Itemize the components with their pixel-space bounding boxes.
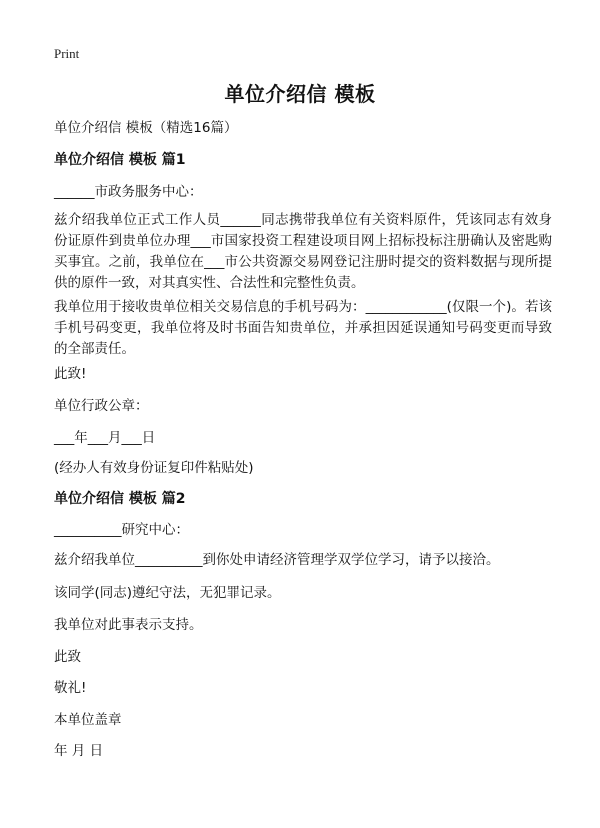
section1-paragraph-2: 我单位用于接收贵单位相关交易信息的手机号码为：____________(仅限一个)。若该手机号码变更，我单位将及时书面告知贵单位，并承担因延误通知号码变更而导致的全部责任。 (54, 299, 552, 357)
section2-date: 年 月 日 (54, 743, 104, 759)
section1-addressee: ______市政务服务中心： (54, 184, 203, 200)
section2-closing-2: 敬礼! (54, 680, 87, 696)
section1-closing: 此致! (54, 366, 87, 382)
section1-heading: 单位介绍信 模板 篇1 (54, 152, 186, 168)
section2-paragraph-3: 我单位对此事表示支持。 (54, 617, 203, 633)
section2-paragraph-1: 兹介绍我单位__________到你处申请经济管理学双学位学习，请予以接洽。 (54, 552, 500, 568)
page-title: 单位介绍信 模板 (224, 82, 376, 106)
section2-paragraph-2: 该同学(同志)遵纪守法，无犯罪记录。 (54, 585, 281, 601)
section1-seal: 单位行政公章： (54, 398, 149, 414)
section2-heading: 单位介绍信 模板 篇2 (54, 491, 186, 507)
section1-paragraph-1: 兹介绍我单位正式工作人员______同志携带我单位有关资料原件，凭该同志有效身份证原件到贵单位办理___市国家投资工程建设项目网上招标投标注册确认及密匙购买事宜。之前，我单位在___市公共资源交易网登记注册时提交的资料数据与现所提供的原件一致，对其真实性、合法性和完整性负责。 (54, 212, 552, 291)
print-link[interactable]: Print (54, 46, 80, 61)
section2-addressee: __________研究中心： (54, 522, 189, 538)
document-subtitle: 单位介绍信 模板（精选16篇） (54, 120, 238, 136)
section2-seal: 本单位盖章 (54, 712, 122, 728)
section2-closing-1: 此致 (54, 649, 81, 665)
section1-date: ___年___月___日 (54, 430, 156, 446)
section1-note: (经办人有效身份证复印件粘贴处) (54, 460, 254, 476)
